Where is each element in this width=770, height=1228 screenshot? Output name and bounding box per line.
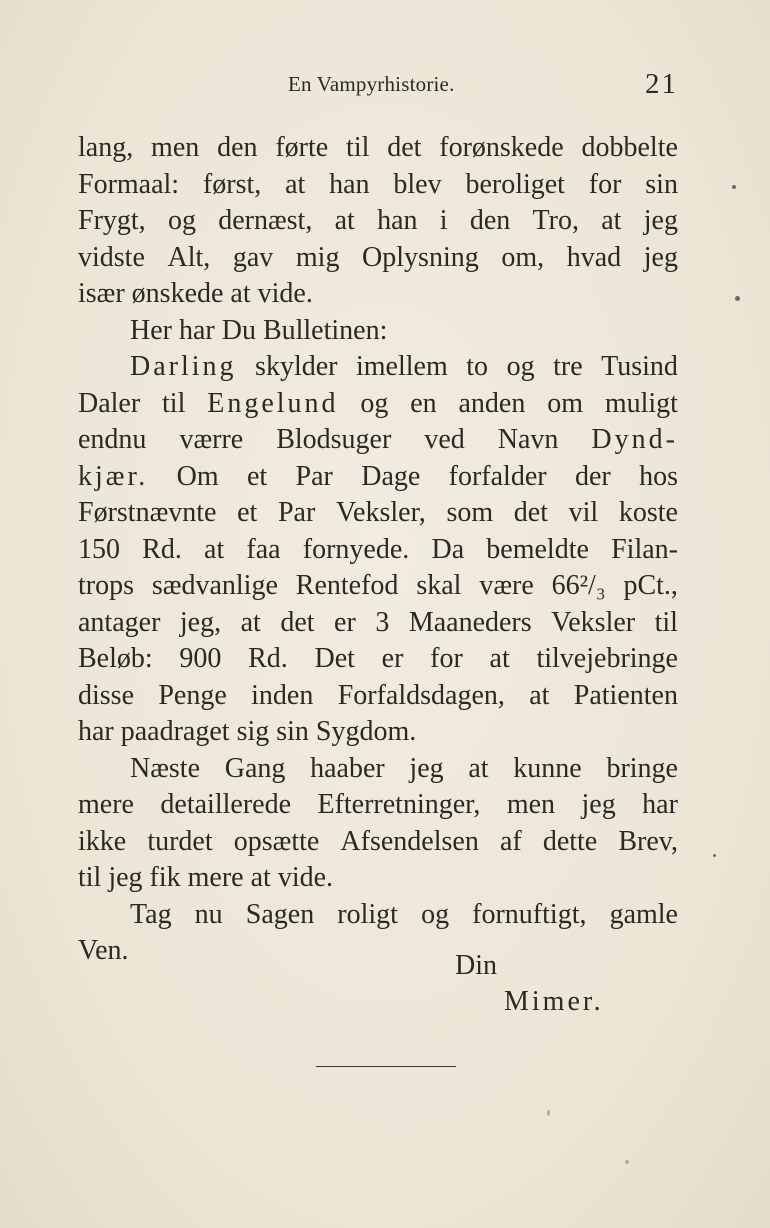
word: den: [217, 132, 258, 163]
text-line-11: [78, 495, 678, 532]
signature-name: Mimer.: [504, 986, 604, 1017]
word: tilvejebringe: [536, 643, 678, 674]
text-line-9: [78, 422, 678, 459]
word: som: [446, 497, 494, 528]
text-line-8: [78, 386, 678, 423]
word: Da: [431, 533, 465, 565]
word: Forfaldsdagen,: [337, 679, 505, 711]
word: sin: [645, 168, 678, 200]
word: Førstnævnte: [78, 497, 217, 528]
word: kunne: [513, 752, 582, 784]
word: muligt: [604, 387, 678, 419]
word: 150: [78, 533, 120, 565]
word: først,: [202, 168, 262, 200]
word: Par: [277, 497, 316, 528]
word: ikke: [78, 825, 127, 857]
word: til: [162, 387, 186, 419]
word: 66²/₃: [551, 570, 606, 601]
word: være: [479, 570, 534, 601]
word: Tro,: [532, 205, 579, 236]
word: om: [547, 387, 583, 419]
word: til: [346, 132, 370, 163]
word: fornyede.: [302, 533, 410, 565]
word: men: [151, 132, 200, 163]
word: om,: [501, 241, 545, 273]
word: skal: [416, 570, 462, 601]
word: Veksler,: [335, 497, 426, 528]
paper-speck: [547, 1110, 550, 1116]
word: at: [601, 205, 622, 236]
word: skylder: [255, 351, 338, 382]
word: Tusind: [601, 351, 678, 382]
word: Navn: [497, 424, 559, 455]
word: men: [506, 789, 556, 820]
paper-speck: [732, 185, 736, 189]
word: Sagen: [245, 898, 315, 930]
word: Blodsuger: [276, 424, 392, 455]
word: dette: [542, 825, 598, 857]
paper-speck: [625, 1160, 629, 1164]
text-line-7: [78, 349, 678, 386]
word: fornuftigt,: [472, 898, 587, 930]
paper-speck: [735, 296, 740, 301]
word: Dynd-: [591, 424, 678, 455]
word: Patienten: [573, 679, 678, 711]
closing-rule: [316, 1066, 456, 1067]
word: Tag: [130, 898, 172, 930]
word: 900: [179, 643, 222, 674]
word: Daler: [78, 387, 141, 419]
word: at: [240, 606, 261, 638]
word: Darling: [130, 351, 237, 382]
word: Formaal:: [78, 168, 180, 200]
word: anden: [458, 387, 526, 419]
word: til: [654, 606, 678, 638]
word: det: [387, 132, 422, 163]
word: dobbelte: [581, 132, 678, 163]
word: Veksler: [551, 606, 636, 638]
word: at: [529, 679, 550, 711]
word: at: [489, 643, 510, 674]
word: turdet: [147, 825, 213, 857]
word: to: [466, 351, 489, 382]
word: forønskede: [439, 132, 564, 163]
text-line-10: [78, 459, 678, 496]
word: roligt: [337, 898, 398, 930]
word: Frygt,: [78, 205, 146, 236]
text-line-4: [78, 240, 678, 277]
word: hvad: [566, 241, 622, 273]
word: for: [430, 643, 463, 674]
word: Rd.: [248, 643, 288, 674]
word: Efterretninger,: [317, 789, 481, 820]
page-header: [0, 68, 770, 100]
running-title: En Vampyrhistorie.: [288, 72, 455, 96]
word: faa: [246, 533, 281, 565]
word: der: [574, 460, 611, 492]
word: detaillerede: [160, 789, 292, 820]
word: Rd.: [142, 533, 182, 565]
word: han: [377, 205, 418, 236]
word: pCt.,: [623, 570, 678, 601]
signature-closing: Din: [455, 950, 497, 981]
word: og: [167, 205, 196, 236]
word: beroliget: [465, 168, 565, 200]
text-line-6: Her har Du Bulletinen:: [130, 314, 388, 346]
word: at: [334, 205, 355, 236]
word: vil: [568, 497, 599, 528]
word: jeg: [643, 205, 678, 236]
word: i: [439, 205, 448, 236]
text-line-5: især ønskede at vide.: [78, 278, 313, 309]
word: imellem: [356, 351, 448, 382]
word: at: [204, 533, 225, 565]
text-line-16: [78, 678, 678, 715]
word: Afsendelsen: [340, 825, 479, 857]
word: Næste: [130, 752, 200, 784]
word: jeg,: [179, 606, 222, 638]
word: ved: [424, 424, 465, 455]
word: lang,: [78, 132, 134, 163]
text-line-12: [78, 532, 678, 569]
text-line-22: [78, 897, 678, 934]
word: et: [246, 460, 268, 492]
word: har: [642, 789, 678, 820]
word: koste: [618, 497, 678, 528]
word: Rentefod: [295, 570, 399, 601]
text-line-14: [78, 605, 678, 642]
word: er: [334, 606, 356, 638]
text-line-19: [78, 787, 678, 824]
text-line-3: [78, 203, 678, 240]
text-line-21: til jeg fik mere at vide.: [78, 862, 334, 893]
word: det: [280, 606, 315, 638]
word: hos: [639, 460, 678, 492]
word: er: [381, 643, 404, 674]
word: jeg: [409, 752, 444, 784]
word: kjær.: [78, 460, 149, 492]
word: værre: [179, 424, 244, 455]
word: Maaneders: [408, 606, 532, 638]
word: han: [329, 168, 370, 200]
word: antager: [78, 606, 161, 638]
word: bringe: [606, 752, 678, 784]
word: inden: [251, 679, 314, 711]
text-line-23: Ven.: [78, 935, 129, 966]
word: mere: [78, 789, 134, 820]
word: dernæst,: [218, 205, 313, 236]
word: disse: [78, 679, 134, 711]
word: haaber: [310, 752, 385, 784]
word: og: [506, 351, 535, 382]
word: vidste: [78, 241, 145, 273]
word: og: [421, 898, 450, 930]
text-line-2: [78, 167, 678, 204]
word: af: [499, 825, 522, 857]
word: et: [237, 497, 258, 528]
word: Gang: [224, 752, 286, 784]
paper-speck: [713, 854, 716, 857]
word: Det: [314, 643, 355, 674]
word: Brev,: [618, 825, 678, 857]
word: sædvanlige: [151, 570, 278, 601]
word: at: [468, 752, 489, 784]
text-line-13: [78, 568, 678, 605]
text-line-15: [78, 641, 678, 678]
word: det: [513, 497, 548, 528]
word: gav: [232, 241, 274, 273]
word: Filan-: [611, 533, 678, 565]
word: Alt,: [167, 241, 211, 273]
word: nu: [194, 898, 223, 930]
word: førte: [275, 132, 329, 163]
text-line-20: [78, 824, 678, 861]
word: for: [588, 168, 622, 200]
text-line-1: [78, 130, 678, 167]
word: Penge: [158, 679, 227, 711]
text-line-17: har paadraget sig sin Sygdom.: [78, 716, 417, 747]
word: forfalder: [448, 460, 547, 492]
body-text: [78, 130, 678, 970]
word: Engelund: [207, 387, 339, 419]
word: Beløb:: [78, 643, 153, 674]
word: Oplysning: [362, 241, 479, 273]
word: blev: [393, 168, 442, 200]
word: at: [285, 168, 306, 200]
text-line-18: [78, 751, 678, 788]
word: trops: [78, 570, 134, 601]
page-number: 21: [645, 68, 678, 100]
word: mig: [295, 241, 340, 273]
word: gamle: [609, 898, 678, 930]
word: jeg: [643, 241, 678, 273]
word: jeg: [581, 789, 616, 820]
word: Dage: [361, 460, 421, 492]
word: bemeldte: [486, 533, 589, 565]
word: den: [469, 205, 511, 236]
word: 3: [375, 606, 390, 638]
word: endnu: [78, 424, 147, 455]
word: og: [360, 387, 389, 419]
word: Par: [295, 460, 333, 492]
word: tre: [553, 351, 583, 382]
word: opsætte: [233, 825, 320, 857]
word: en: [410, 387, 437, 419]
word: Om: [176, 460, 219, 492]
